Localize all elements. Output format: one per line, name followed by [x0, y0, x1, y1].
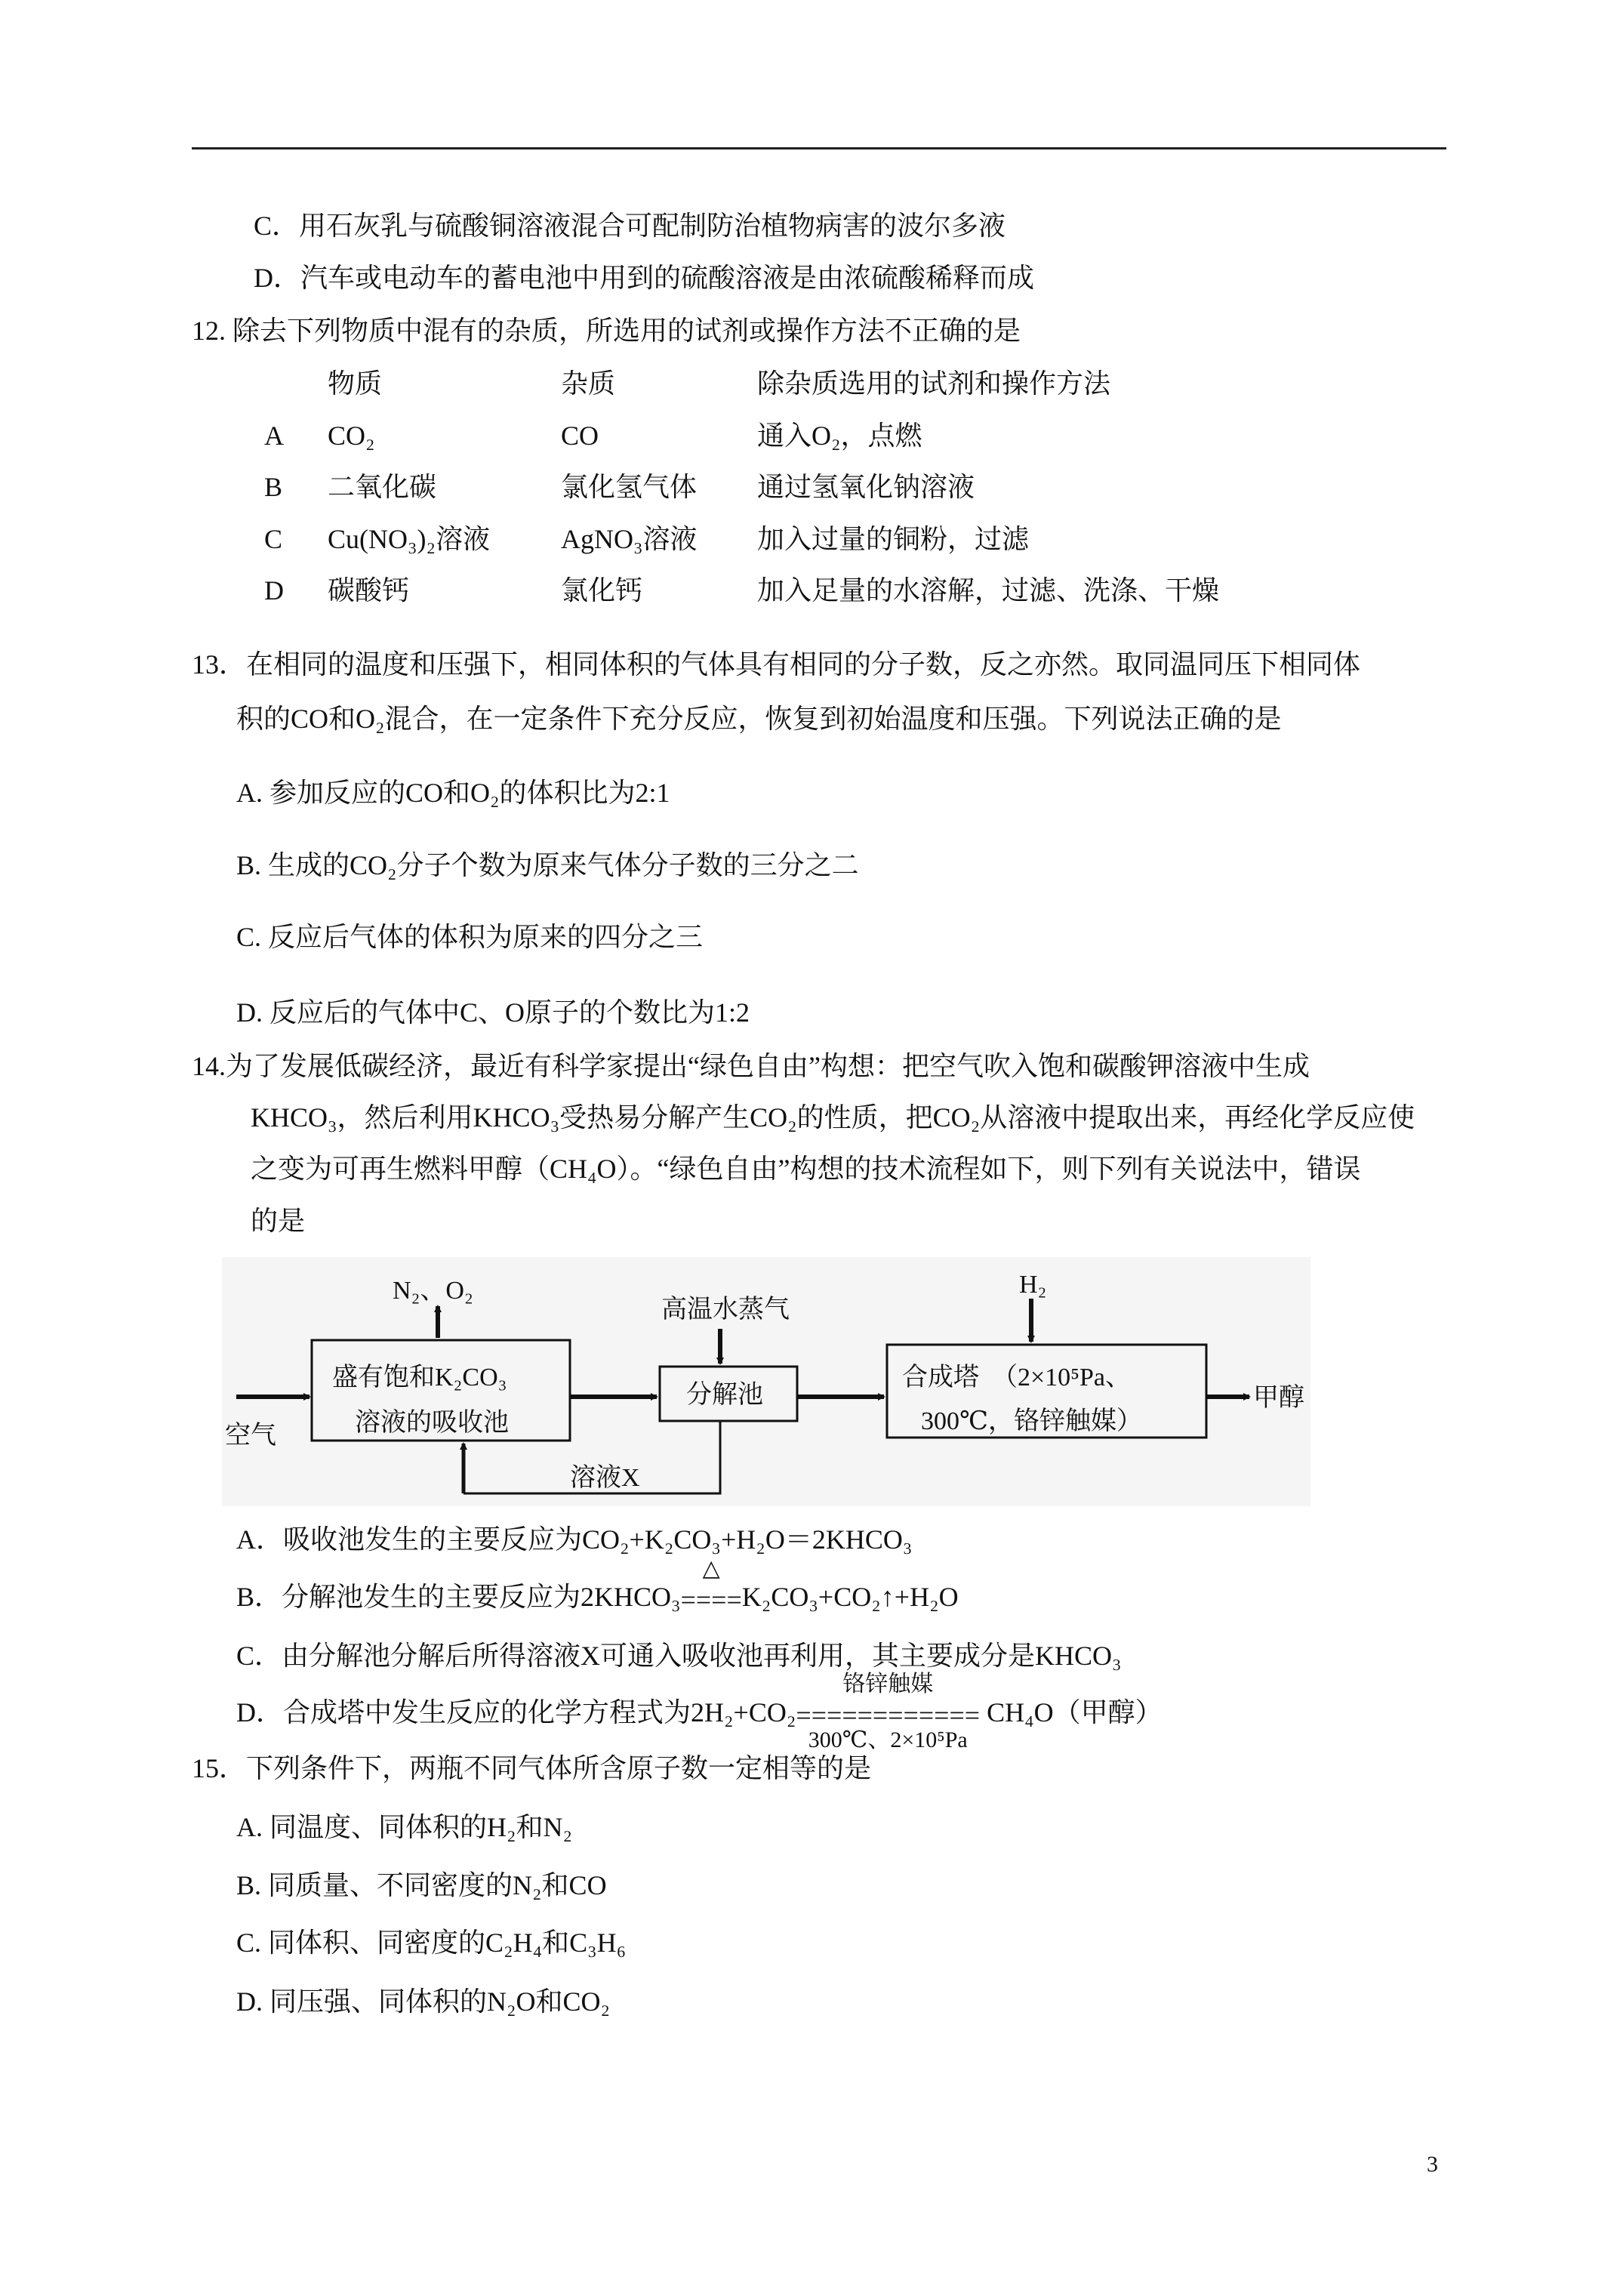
decomposer-label: 分解池	[686, 1381, 763, 1409]
equation-products: K₂CO₃+CO₂↑+H₂O	[741, 1582, 959, 1612]
row-substance: 二氧化碳	[328, 472, 437, 502]
row-label: A	[264, 421, 284, 451]
row-substance: 碳酸钙	[328, 575, 410, 606]
tower-label-2: 300℃，铬锌触媒）	[921, 1407, 1143, 1435]
heat-condition: △	[702, 1555, 720, 1581]
row-label: D	[264, 575, 284, 606]
process-flow-diagram	[222, 1257, 1310, 1506]
row-substance: Cu(NO₃)₂溶液	[328, 524, 491, 554]
reaction-sign	[680, 1555, 742, 1616]
table-header: 物质	[328, 368, 383, 399]
temperature-pressure-condition: 300℃、2×10⁵Pa	[808, 1727, 968, 1752]
q14-stem-4: 的是	[251, 1206, 306, 1236]
header-rule	[192, 147, 1446, 149]
solution-x-label: 溶液X	[570, 1464, 640, 1492]
table-header: 除杂质选用的试剂和操作方法	[757, 368, 1111, 399]
absorber-label-1: 盛有饱和K₂CO₃	[332, 1364, 507, 1391]
q13-stem-2: 积的CO和O₂混合，在一定条件下充分反应，恢复到初始温度和压强。下列说法正确的是	[236, 704, 1282, 734]
equals-sign: ====	[680, 1584, 742, 1615]
row-method: 通入O₂，点燃	[757, 421, 922, 451]
q13-option-d: D. 反应后的气体中C、O原子的个数比为1:2	[236, 997, 750, 1028]
methanol-label: 甲醇	[1253, 1384, 1304, 1412]
q15-option-c: C. 同体积、同密度的C₂H₄和C₃H₆	[236, 1928, 627, 1958]
q15-option-a: A. 同温度、同体积的H₂和N₂	[236, 1812, 573, 1842]
q15-option-d: D. 同压强、同体积的N₂O和CO₂	[236, 1986, 611, 2017]
page-number: 3	[1427, 2152, 1438, 2177]
q14-option-a: A．吸收池发生的主要反应为CO₂+K₂CO₃+H₂O＝2KHCO₃	[236, 1524, 913, 1555]
q13-stem-1: 13．在相同的温度和压强下，相同体积的气体具有相同的分子数，反之亦然。取同温同压下相同体	[192, 649, 1361, 680]
q14-option-d	[236, 1671, 1163, 1752]
q13-option-c: C. 反应后气体的体积为原来的四分之三	[236, 922, 704, 952]
row-impurity: 氯化钙	[561, 575, 643, 606]
table-header: 杂质	[561, 368, 616, 399]
q14-stem-1: 14.为了发展低碳经济，最近有科学家提出“绿色自由”构想：把空气吹入饱和碳酸钾溶液中生成	[192, 1051, 1310, 1081]
q14-option-b	[236, 1555, 959, 1616]
row-substance: CO₂	[328, 421, 375, 451]
air-label: 空气	[225, 1422, 276, 1450]
q13-option-b: B. 生成的CO₂分子个数为原来气体分子数的三分之二	[236, 850, 859, 880]
q15-stem: 15．下列条件下，两瓶不同气体所含原子数一定相等的是	[192, 1753, 872, 1783]
row-label: B	[264, 472, 283, 502]
q11-option-d: D．汽车或电动车的蓄电池中用到的硫酸溶液是由浓硫酸稀释而成	[254, 263, 1034, 293]
tower-label-1: 合成塔 （2×10⁵Pa、	[902, 1364, 1132, 1391]
q15-option-b: B. 同质量、不同密度的N₂和CO	[236, 1870, 607, 1900]
row-label: C	[264, 524, 283, 554]
absorber-label-2: 溶液的吸收池	[355, 1409, 509, 1437]
reaction-sign	[796, 1671, 981, 1752]
steam-label: 高温水蒸气	[661, 1296, 790, 1324]
equation-reactants: D．合成塔中发生反应的化学方程式为2H₂+CO₂	[236, 1697, 796, 1727]
row-method: 加入足量的水溶解，过滤、洗涤、干燥	[757, 575, 1220, 606]
row-impurity: AgNO₃溶液	[561, 524, 698, 554]
equation-reactants: B．分解池发生的主要反应为2KHCO₃	[236, 1582, 681, 1612]
row-impurity: 氯化氢气体	[561, 472, 698, 502]
equation-products: CH₄O（甲醇）	[980, 1697, 1163, 1727]
q14-stem-3: 之变为可再生燃料甲醇（CH₄O）。“绿色自由”构想的技术流程如下，则下列有关说法中，错误	[251, 1154, 1361, 1184]
catalyst-condition: 铬锌触媒	[842, 1671, 934, 1697]
q11-option-c: C．用石灰乳与硫酸铜溶液混合可配制防治植物病害的波尔多液	[254, 211, 1006, 241]
q14-stem-2: KHCO₃，然后利用KHCO₃受热易分解产生CO₂的性质，把CO₂从溶液中提取出来，再经化学反应使	[251, 1102, 1415, 1133]
row-method: 加入过量的铜粉，过滤	[757, 524, 1030, 554]
flow-svg	[222, 1257, 1310, 1506]
row-method: 通过氢氧化钠溶液	[757, 472, 975, 502]
q13-option-a: A. 参加反应的CO和O₂的体积比为2:1	[236, 778, 670, 808]
h2-label: H₂	[1019, 1271, 1047, 1299]
q14-option-c: C．由分解池分解后所得溶液X可通入吸收池再利用，其主要成分是KHCO₃	[236, 1641, 1122, 1671]
row-impurity: CO	[561, 421, 599, 451]
n2-o2-label: N₂、O₂	[393, 1277, 473, 1305]
q12-stem: 12. 除去下列物质中混有的杂质，所选用的试剂或操作方法不正确的是	[192, 316, 1021, 346]
equals-sign: ============	[796, 1700, 981, 1730]
